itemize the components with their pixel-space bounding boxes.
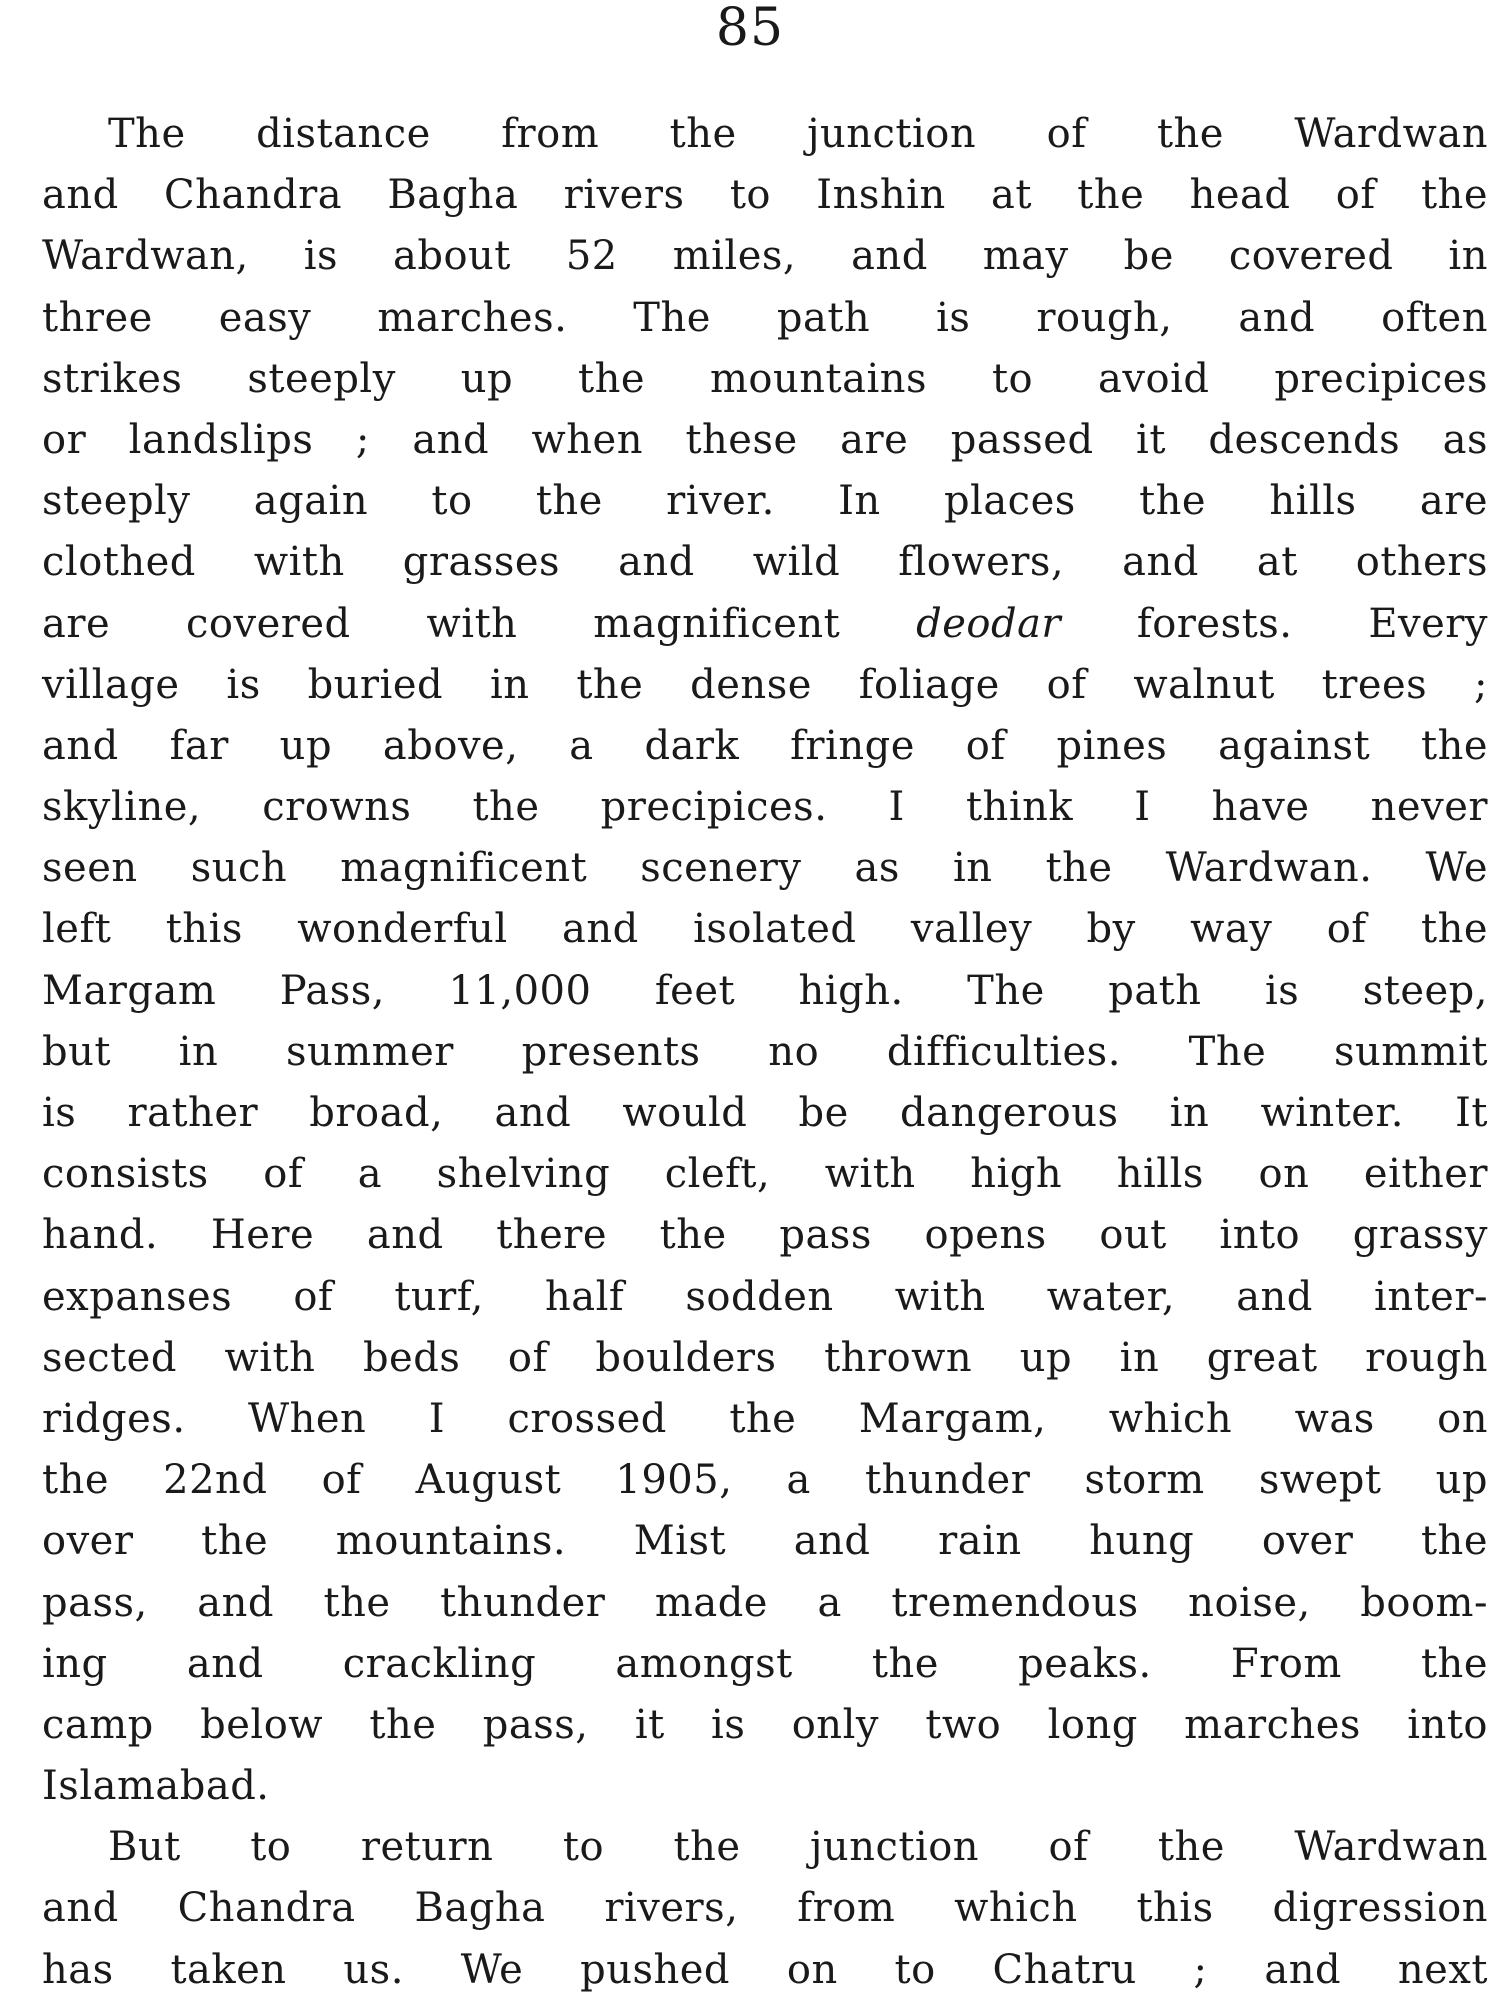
page-number: 85 [715, 0, 785, 58]
text-line: sected with beds of boulders thrown up in great rough [42, 1334, 1488, 1381]
text-line: Wardwan, is about 52 miles, and may be covered in [42, 233, 1488, 280]
text-line: hand. Here and there the pass opens out into grassy [42, 1212, 1488, 1259]
text-span: forests. Every [1061, 600, 1489, 647]
text-line: and Chandra Bagha rivers, from which this digression [42, 1885, 1488, 1932]
paragraph-1 [42, 104, 1488, 1817]
text-line: pass, and the thunder made a tremendous noise, boom- [42, 1579, 1488, 1626]
text-line: clothed with grasses and wild flowers, and at others [42, 539, 1488, 586]
text-span: are covered with magnificent [42, 600, 917, 647]
text-line: seen such magnificent scenery as in the Wardwan. We [42, 845, 1488, 892]
text-line: Margam Pass, 11,000 feet high. The path is steep, [42, 967, 1488, 1014]
italic-word: deodar [916, 600, 1062, 647]
text-line: ridges. When I crossed the Margam, which was on [42, 1395, 1488, 1442]
text-line: ing and crackling amongst the peaks. From the [42, 1640, 1488, 1687]
text-line: consists of a shelving cleft, with high hills on either [42, 1151, 1488, 1198]
text-line: over the mountains. Mist and rain hung over the [42, 1518, 1488, 1565]
text-line: but in summer presents no difficulties. The summit [42, 1028, 1488, 1075]
text-line: three easy marches. The path is rough, and often [42, 294, 1488, 341]
text-line: steeply again to the river. In places the hills are [42, 478, 1488, 525]
text-line: is rather broad, and would be dangerous in winter. It [42, 1090, 1488, 1136]
text-line: camp below the pass, it is only two long marches into [42, 1701, 1488, 1748]
text-line: has taken us. We pushed on to Chatru ; and next [42, 1946, 1488, 1993]
text-line: or landslips ; and when these are passed it descends as [42, 416, 1488, 463]
text-line: Islamabad. [42, 1763, 270, 1810]
text-line: skyline, crowns the precipices. I think I have never [42, 784, 1488, 831]
text-line: left this wonderful and isolated valley by way of the [42, 906, 1488, 953]
text-line: The distance from the junction of the Wardwan [108, 111, 1488, 157]
text-line: strikes steeply up the mountains to avoid precipices [42, 355, 1488, 402]
text-line: the 22nd of August 1905, a thunder storm swept up [42, 1457, 1488, 1504]
text-line: expanses of turf, half sodden with water, and inter- [42, 1273, 1488, 1320]
text-line: village is buried in the dense foliage of walnut trees ; [42, 661, 1488, 708]
text-line [42, 594, 1488, 655]
text-line: and Chandra Bagha rivers to Inshin at the head of the [42, 172, 1488, 219]
text-line: and far up above, a dark fringe of pines against the [42, 722, 1488, 769]
paragraph-2 [42, 1817, 1488, 2001]
text-line: But to return to the junction of the Wardwan [108, 1824, 1488, 1871]
body-text [42, 104, 1488, 2001]
